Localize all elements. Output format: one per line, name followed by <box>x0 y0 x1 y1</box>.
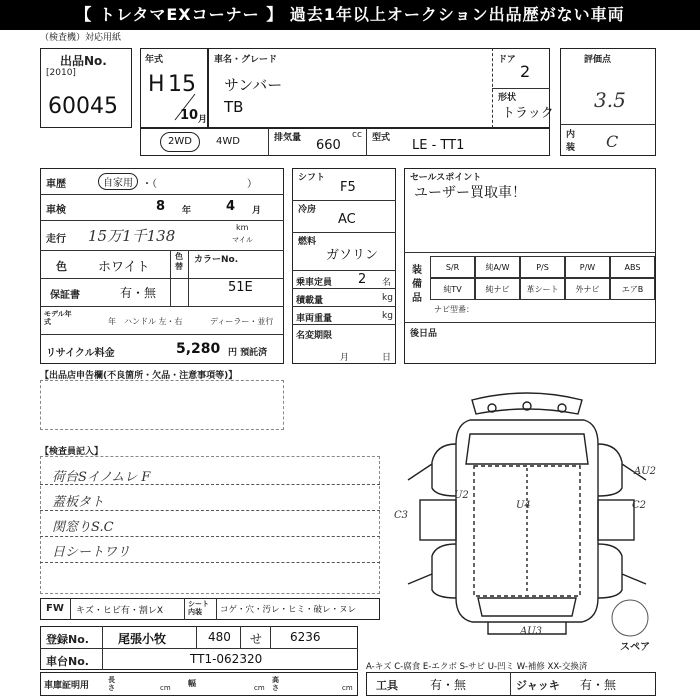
seller-notes-box <box>40 380 284 430</box>
fuel-label: 燃料 <box>298 237 317 247</box>
info-line-2 <box>40 220 284 221</box>
tools-label: 工具 <box>376 679 398 692</box>
mid-line-4 <box>292 288 396 289</box>
tools-div <box>510 672 511 696</box>
sales-point-value: ユーザー買取車！ <box>414 185 526 201</box>
year-era: H <box>148 72 165 97</box>
expiry-month: 月 <box>340 353 350 363</box>
mark-u2: U2 <box>454 490 469 501</box>
jack-label: ジャッキ <box>516 679 560 692</box>
info-line-6 <box>40 334 284 335</box>
equip-cell: P/S <box>520 256 565 278</box>
car-name: サンバー <box>224 76 283 94</box>
warranty-label: 保証書 <box>50 290 80 301</box>
recycle-unit: 円 預託済 <box>228 348 268 358</box>
post-label: 後日品 <box>410 329 438 339</box>
model-year-unit: 年 <box>108 317 116 326</box>
info-line-3 <box>40 250 284 251</box>
mark-au3: AU3 <box>520 626 543 637</box>
capacity-unit: 名 <box>382 278 392 288</box>
lot-number: 60045 <box>48 94 118 119</box>
car-diagram <box>392 384 662 648</box>
interior-divider <box>560 124 656 125</box>
cert-label: 車庫証明用 <box>44 681 90 691</box>
mileage-value: 15万1千138 <box>88 227 176 245</box>
capacity-label: 乗車定員 <box>296 278 333 288</box>
inspection-year-unit: 年 <box>182 206 192 216</box>
inspector-rule-2 <box>40 510 380 511</box>
equip-cell: S/R <box>430 256 475 278</box>
inspector-note-3: 関窓りS.C <box>52 520 114 535</box>
equip-top-line <box>404 252 656 253</box>
cert-height: 高さ <box>272 676 279 692</box>
seller-notes-label: 【出品店申告欄(不良箇所・欠品・注意事項等)】 <box>40 371 238 381</box>
mid-line-2 <box>292 232 396 233</box>
mid-line-3 <box>292 270 396 271</box>
tools-value: 有・無 <box>430 678 467 692</box>
fw-div-3 <box>216 598 217 620</box>
ac-label: 冷房 <box>298 205 317 215</box>
shape-label: 形状 <box>498 93 517 103</box>
equip-cell: ABS <box>610 256 655 278</box>
mileage-unit-mile: マイル <box>232 236 253 244</box>
expiry-label: 名変期限 <box>296 331 333 341</box>
sub-title: （検査機）対応用紙 <box>40 33 122 43</box>
reg-div-2 <box>196 626 197 648</box>
inspector-note-4: 日シートワリ <box>52 545 131 560</box>
inspection-year: 8 <box>156 199 166 214</box>
drive-2wd: 2WD <box>160 132 200 152</box>
history-label: 車歴 <box>46 179 66 190</box>
reg-kana: せ <box>250 632 263 646</box>
color-divider-2 <box>188 250 189 306</box>
sales-point-label: セールスポイント <box>410 173 482 183</box>
inspection-label: 車検 <box>46 205 66 216</box>
reg-line <box>40 648 358 649</box>
year-value: 15 <box>168 72 196 97</box>
inspector-rule-3 <box>40 536 380 537</box>
warranty-value: 有・無 <box>120 286 157 300</box>
spec-divider-1 <box>268 128 269 156</box>
seat-label: シート内装 <box>188 600 209 616</box>
inspector-rule-4 <box>40 562 380 563</box>
door-label: ドア <box>498 55 516 65</box>
header-title: 【 トレタマEXコーナー 】 過去1年以上オークション出品歴がない車両 <box>0 0 700 30</box>
interior-label-2: 装 <box>566 143 576 153</box>
reg-label: 登録No. <box>46 633 89 646</box>
inspector-note-2: 蓋板タト <box>52 495 105 510</box>
spec-row <box>140 128 550 156</box>
weight-unit: kg <box>382 311 393 321</box>
lot-year-tag: [2010] <box>46 68 76 78</box>
score-label: 評価点 <box>584 55 612 65</box>
reg-div-1 <box>102 626 103 670</box>
post-line <box>404 322 656 323</box>
equip-cell: 純TV <box>430 278 475 300</box>
spare-label: スペア <box>620 642 650 653</box>
mid-line-1 <box>292 200 396 201</box>
cert-unit-1: cm <box>160 684 171 692</box>
interior-label-1: 内 <box>566 130 576 140</box>
inspector-note-1: 荷台Sイノムレ F <box>52 470 151 485</box>
history-paren: ・（ ） <box>142 179 257 190</box>
load-unit: kg <box>382 293 393 303</box>
mileage-label: 走行 <box>46 234 66 245</box>
handle-label: ハンドル 左・右 <box>124 317 183 326</box>
spec-divider-2 <box>366 128 367 156</box>
expiry-day: 日 <box>382 353 392 363</box>
equip-cell: P/W <box>565 256 610 278</box>
mark-c2: C2 <box>632 500 647 511</box>
info-line-1 <box>40 194 284 195</box>
month-value: 10 <box>180 108 199 123</box>
cert-unit-3: cm <box>342 684 353 692</box>
inspection-month-unit: 月 <box>252 206 262 216</box>
lot-label: 出品No. <box>60 54 107 68</box>
cert-width: 幅 <box>188 679 196 688</box>
info-line-5 <box>40 306 284 307</box>
model-label: 型式 <box>372 133 391 143</box>
equip-cell: 純ナビ <box>475 278 520 300</box>
cert-long: 長さ <box>108 676 115 692</box>
color-no-label: カラーNo. <box>194 255 239 265</box>
shape-value: トラック <box>502 106 554 121</box>
name-label: 車名・グレード <box>214 55 278 65</box>
equip-cell: 革シート <box>520 278 565 300</box>
equip-label: 装備品 <box>412 265 422 304</box>
fw-div-1 <box>70 598 71 620</box>
equip-cell: エアB <box>610 278 655 300</box>
inspection-month: 4 <box>226 199 236 214</box>
shape-divider <box>492 88 550 89</box>
recycle-label: リサイクル料金 <box>46 348 115 359</box>
reg-div-3 <box>240 626 241 648</box>
weight-label: 車両重量 <box>296 314 333 324</box>
month-unit: 月 <box>198 115 208 125</box>
drive-4wd: 4WD <box>216 136 240 147</box>
color-no-value: 51E <box>228 280 253 295</box>
grade: TB <box>224 98 244 116</box>
navi-label: ナビ型番： <box>434 305 474 314</box>
year-label: 年式 <box>145 55 164 65</box>
seat-items: コゲ・穴・汚レ・ヒミ・破レ・ヌレ <box>220 605 357 615</box>
capacity-value: 2 <box>358 272 367 287</box>
ac-value: AC <box>338 212 356 227</box>
reg-area: 尾張小牧 <box>118 632 167 646</box>
shift-label: シフト <box>298 173 326 183</box>
equip-cell: 外ナビ <box>565 278 610 300</box>
color-value: ホワイト <box>98 260 150 275</box>
fw-items: キズ・ヒビ有・割レX <box>76 606 163 616</box>
shift-value: F5 <box>340 180 356 195</box>
chassis-label: 車台No. <box>46 655 89 668</box>
legend-text: A-キズ C-腐食 E-エクボ S-サビ U-凹ミ W-補修 XX-交換済 <box>366 662 588 672</box>
chassis-value: TT1-062320 <box>190 652 263 666</box>
fw-div-2 <box>184 598 185 620</box>
cert-unit-2: cm <box>254 684 265 692</box>
recycle-value: 5,280 <box>176 341 221 357</box>
interior-value: C <box>606 132 619 151</box>
mid-line-6 <box>292 324 396 325</box>
fw-label: FW <box>46 603 64 614</box>
inspector-label: 【検査員記入】 <box>40 447 104 457</box>
mileage-unit-km: km <box>236 223 249 232</box>
mark-c3: C3 <box>394 510 409 521</box>
fuel-value: ガソリン <box>326 248 379 263</box>
displacement-value: 660 <box>316 138 341 153</box>
jack-value: 有・無 <box>580 678 617 692</box>
displacement-unit: cc <box>352 130 362 140</box>
equip-cell: 純A/W <box>475 256 520 278</box>
mark-u4: U4 <box>516 500 531 511</box>
load-label: 積載量 <box>296 296 324 306</box>
doors: 2 <box>520 62 531 81</box>
model-value: LE - TT1 <box>412 138 465 153</box>
mid-line-5 <box>292 306 396 307</box>
color-label: 色 <box>56 260 67 273</box>
history-value: 自家用 <box>98 173 138 190</box>
mark-au2: AU2 <box>634 466 657 477</box>
dealer-label: ディーラー・並行 <box>210 317 274 326</box>
reg-class: 480 <box>208 630 231 644</box>
color-change-label: 色替 <box>175 252 183 271</box>
info-line-4 <box>40 278 284 279</box>
displacement-label: 排気量 <box>274 133 302 143</box>
reg-number: 6236 <box>290 630 321 644</box>
color-divider <box>170 250 171 306</box>
reg-div-4 <box>270 626 271 648</box>
score-value: 3.5 <box>594 88 626 112</box>
model-year-label: モデル年式 <box>44 310 72 326</box>
